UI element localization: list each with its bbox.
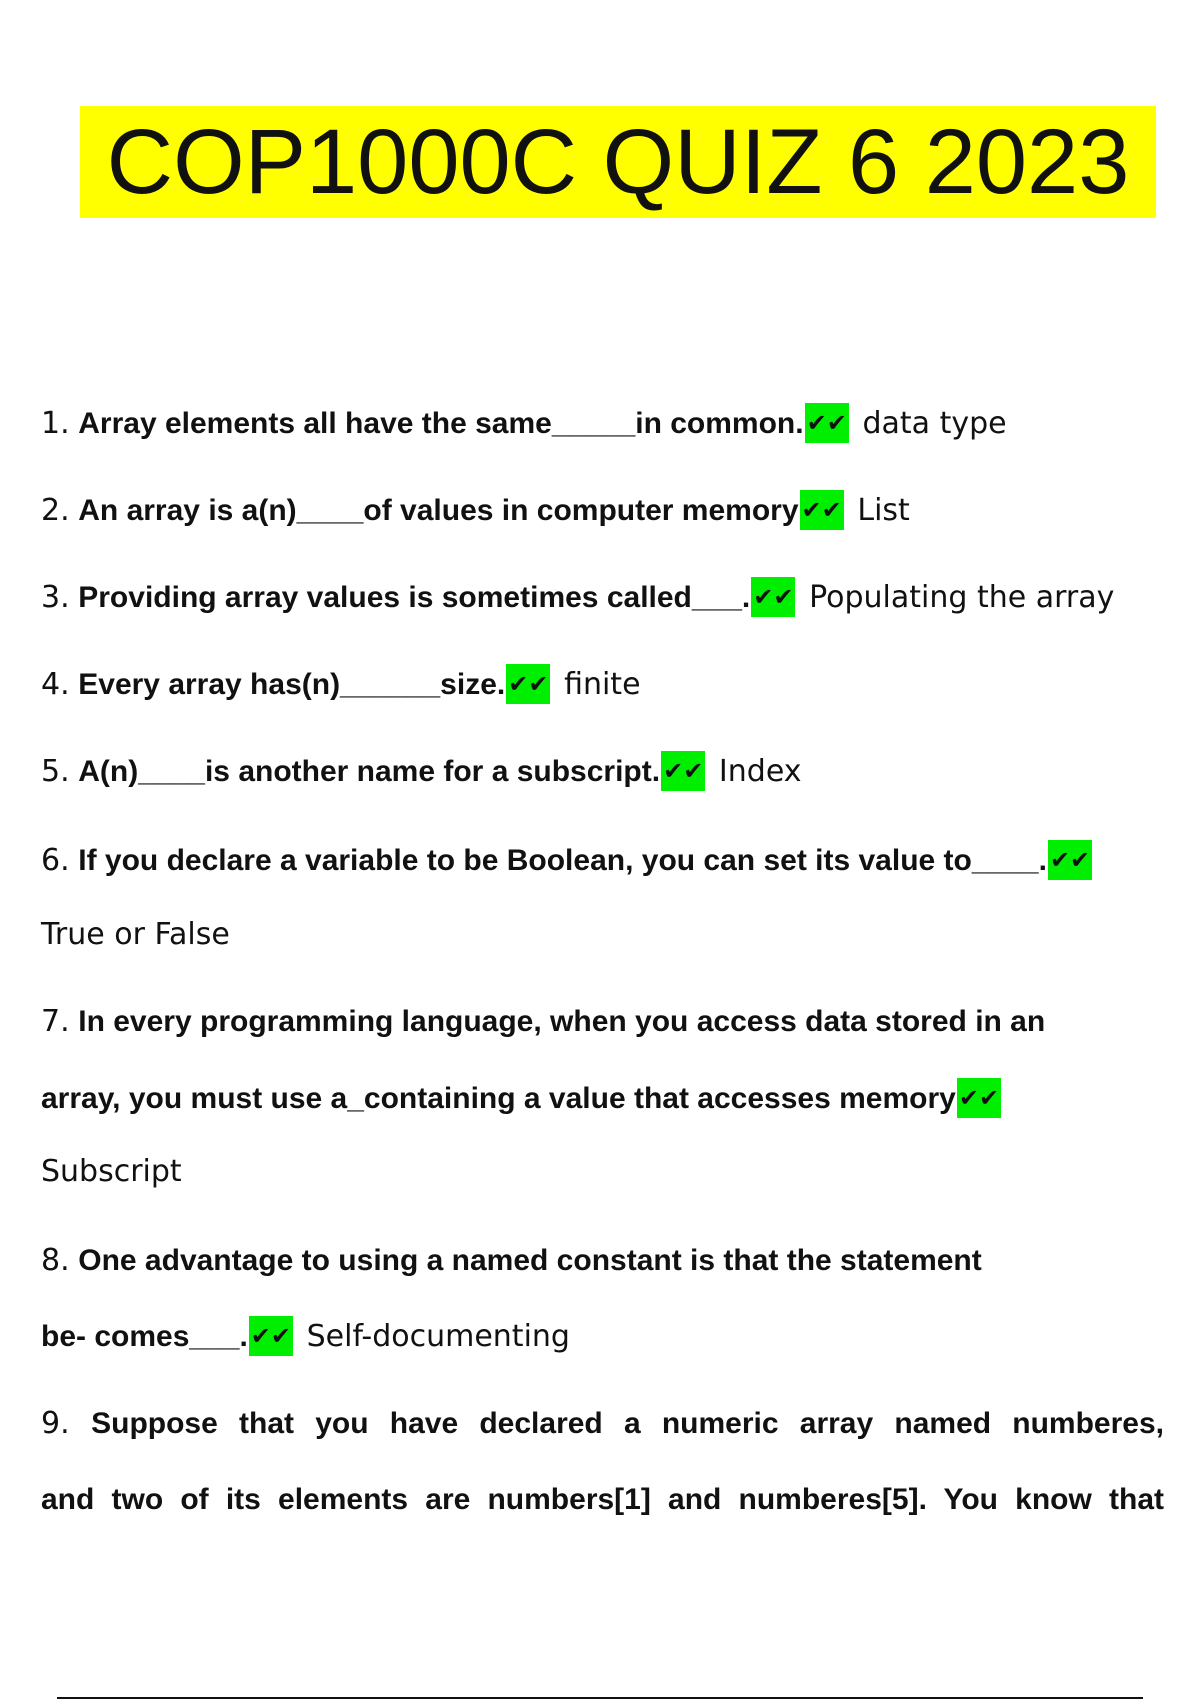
question-5 [41,751,802,791]
question-text: Every array has(n)______size. [78,668,506,701]
answer-text: Subscript [41,1154,182,1189]
question-text: Suppose that you have declared a numeric array named numberes, [91,1407,1164,1440]
question-text: One advantage to using a named constant is that the statement [78,1244,982,1277]
answer-text: Self-documenting [306,1319,570,1354]
question-number: 2. [41,493,70,528]
answer-text: Populating the array [809,580,1115,615]
question-text: Array elements all have the same_____in common. [78,407,804,440]
question-6 [41,840,1097,880]
question-2 [41,490,910,530]
checkmark-icon: ✔✔ [661,751,705,791]
question-number: 8. [41,1243,70,1278]
question-8 [41,1240,982,1280]
question-6-answer-line [41,914,230,954]
footer-rule [57,1697,1143,1699]
checkmark-icon: ✔✔ [800,490,844,530]
checkmark-icon: ✔✔ [805,403,849,443]
question-number: 6. [41,843,70,878]
question-text: Providing array values is sometimes called___. [78,581,751,614]
question-number: 3. [41,580,70,615]
question-text: If you declare a variable to be Boolean, you can set its value to____. [78,844,1047,877]
question-text: In every programming language, when you access data stored in an [78,1005,1046,1038]
checkmark-icon: ✔✔ [957,1078,1001,1118]
question-7 [41,1001,1045,1041]
checkmark-icon: ✔✔ [506,664,550,704]
question-8-line-2 [41,1316,570,1356]
answer-text: Index [718,754,802,789]
checkmark-icon: ✔✔ [1048,840,1092,880]
answer-text: data type [862,406,1007,441]
question-7-answer-line [41,1151,182,1191]
question-4 [41,664,641,704]
question-text: and two of its elements are numbers[1] and numberes[5]. You know that [41,1483,1164,1516]
question-number: 4. [41,667,70,702]
checkmark-icon: ✔✔ [249,1316,293,1356]
answer-text: List [857,493,910,528]
title-banner [80,106,1156,218]
question-number: 5. [41,754,70,789]
question-text: be- comes___. [41,1320,248,1353]
question-number: 7. [41,1004,70,1039]
question-text: array, you must use a_containing a value that accesses memory [41,1082,956,1115]
answer-text: finite [564,667,641,702]
question-9-line-2 [41,1479,1164,1519]
question-7-line-2 [41,1078,1006,1118]
question-9 [41,1403,1164,1443]
answer-text: True or False [41,917,230,952]
question-3 [41,577,1114,617]
question-number: 1. [41,406,70,441]
checkmark-icon: ✔✔ [751,577,795,617]
question-text: An array is a(n)____of values in computer memory [78,494,799,527]
question-text: A(n)____is another name for a subscript. [78,755,661,788]
question-number: 9. [41,1406,70,1441]
page-title: COP1000C QUIZ 6 2023 [106,111,1130,213]
question-1 [41,403,1007,443]
